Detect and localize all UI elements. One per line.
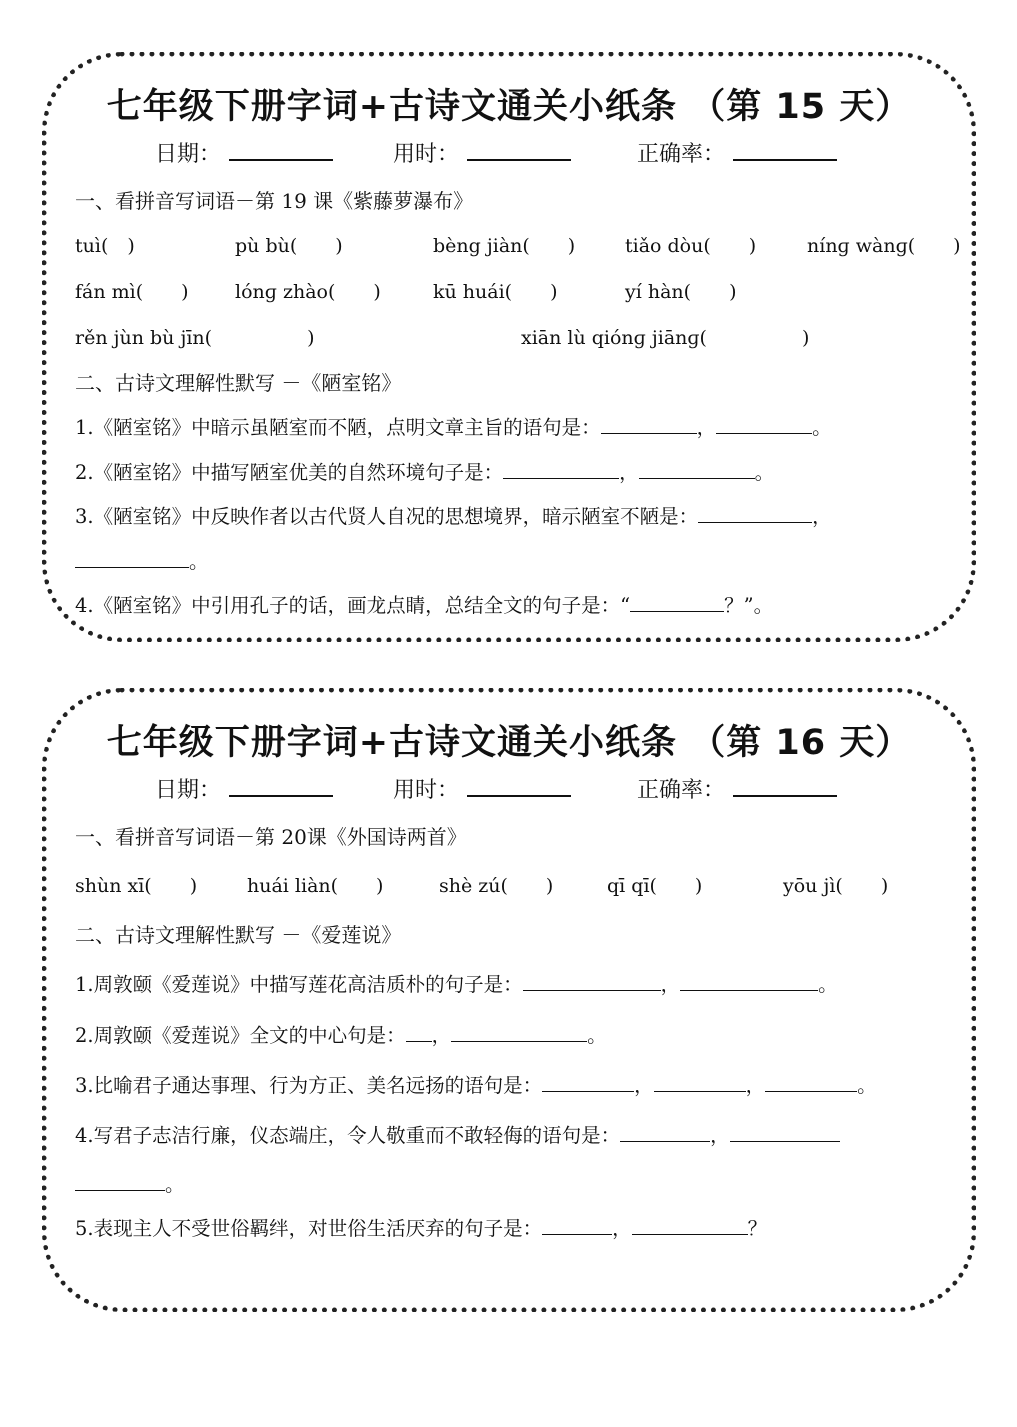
- separator: ，: [745, 1074, 766, 1097]
- question-4: [75, 590, 773, 618]
- answer-blank[interactable]: [680, 974, 818, 991]
- end-mark: 。: [165, 1173, 185, 1196]
- answer-blank[interactable]: [542, 1218, 612, 1235]
- pinyin-item[interactable]: nínɡ wànɡ( ): [807, 235, 961, 257]
- end-mark: 。: [189, 550, 209, 573]
- date-field: [155, 773, 333, 804]
- section-heading-pinyin: 一、看拼音写词语－第 19 课《紫藤萝瀑布》: [75, 189, 474, 213]
- pinyin-item[interactable]: yí hàn( ): [625, 281, 737, 303]
- question-1: [75, 412, 832, 440]
- time-label: 用时：: [393, 142, 460, 167]
- pinyin-item[interactable]: pù bù( ): [235, 235, 343, 257]
- worksheet-card-day16: [42, 688, 976, 1312]
- answer-blank[interactable]: [716, 417, 812, 434]
- card-title: 七年级下册字词+古诗文通关小纸条 （第 15 天）: [106, 87, 912, 127]
- pinyin-item[interactable]: rěn jùn bù jīn( ): [75, 327, 315, 349]
- end-mark: 。: [587, 1024, 607, 1047]
- pinyin-item[interactable]: kū huái( ): [433, 281, 558, 303]
- pinyin-item[interactable]: bèng jiàn( ): [433, 235, 576, 257]
- question-3: [75, 1070, 877, 1098]
- question-text: 4.《陋室铭》中引用孔子的话，画龙点睛，总结全文的句子是：: [75, 594, 621, 617]
- question-text: 2.周敦颐《爱莲说》全文的中心句是：: [75, 1024, 406, 1047]
- end-mark: ？”。: [724, 594, 774, 617]
- pinyin-item[interactable]: fán mì( ): [75, 281, 189, 303]
- date-blank[interactable]: [229, 777, 333, 797]
- section-heading-pinyin: 一、看拼音写词语－第 20课《外国诗两首》: [75, 825, 467, 849]
- date-label: 日期：: [155, 778, 222, 803]
- answer-blank[interactable]: [620, 1125, 710, 1142]
- time-blank[interactable]: [467, 777, 571, 797]
- pinyin-item[interactable]: lónɡ zhào( ): [235, 281, 381, 303]
- answer-blank[interactable]: [406, 1025, 432, 1042]
- question-text: 1.《陋室铭》中暗示虽陋室而不陋，点明文章主旨的语句是：: [75, 416, 601, 439]
- worksheet-card-day15: [42, 52, 976, 642]
- separator: ，: [696, 416, 717, 439]
- question-text: 1.周敦颐《爱莲说》中描写莲花高洁质朴的句子是：: [75, 973, 523, 996]
- card-title: 七年级下册字词+古诗文通关小纸条 （第 16 天）: [106, 723, 912, 763]
- separator: ，: [812, 505, 832, 528]
- answer-blank[interactable]: [765, 1075, 857, 1092]
- pinyin-item[interactable]: yōu jì( ): [783, 875, 889, 897]
- pinyin-item[interactable]: xiān lù qiónɡ jiānɡ( ): [521, 327, 810, 349]
- question-text: 4.写君子志洁行廉，仪态端庄，令人敬重而不敢轻侮的语句是：: [75, 1124, 621, 1147]
- pinyin-item[interactable]: tiǎo dòu( ): [625, 235, 757, 257]
- separator: ，: [612, 1217, 632, 1240]
- end-mark: 。: [857, 1074, 877, 1097]
- accuracy-label: 正确率：: [637, 142, 726, 167]
- time-field: [393, 137, 571, 168]
- answer-blank[interactable]: [730, 1125, 840, 1142]
- answer-blank[interactable]: [630, 595, 724, 612]
- separator: ，: [431, 1024, 452, 1047]
- question-2: [75, 1020, 607, 1048]
- question-5: [75, 1213, 767, 1241]
- answer-blank[interactable]: [523, 974, 661, 991]
- accuracy-field: [637, 137, 837, 168]
- section-heading-poem: 二、古诗文理解性默写 －《陋室铭》: [75, 371, 402, 395]
- answer-blank[interactable]: [632, 1218, 748, 1235]
- question-text: 5.表现主人不受世俗羁绊，对世俗生活厌弃的句子是：: [75, 1217, 543, 1240]
- question-3: [75, 501, 832, 529]
- end-mark: 。: [818, 973, 838, 996]
- answer-blank[interactable]: [503, 462, 619, 479]
- question-4: [75, 1120, 840, 1148]
- separator: ，: [660, 973, 681, 996]
- answer-blank[interactable]: [601, 417, 697, 434]
- accuracy-blank[interactable]: [733, 141, 837, 161]
- answer-blank[interactable]: [451, 1025, 587, 1042]
- accuracy-blank[interactable]: [733, 777, 837, 797]
- date-field: [155, 137, 333, 168]
- time-field: [393, 773, 571, 804]
- date-blank[interactable]: [229, 141, 333, 161]
- question-text: 3.《陋室铭》中反映作者以古代贤人自况的思想境界，暗示陋室不陋是：: [75, 505, 699, 528]
- answer-blank[interactable]: [698, 506, 812, 523]
- answer-blank[interactable]: [75, 1174, 165, 1191]
- pinyin-item[interactable]: qī qī( ): [607, 875, 703, 897]
- answer-blank[interactable]: [75, 551, 189, 568]
- answer-blank[interactable]: [639, 462, 755, 479]
- pinyin-item[interactable]: shùn xī( ): [75, 875, 198, 897]
- accuracy-label: 正确率：: [637, 778, 726, 803]
- date-label: 日期：: [155, 142, 222, 167]
- accuracy-field: [637, 773, 837, 804]
- question-4-continuation: [75, 1169, 185, 1197]
- separator: ，: [619, 461, 639, 484]
- question-3-continuation: [75, 546, 209, 574]
- pinyin-item[interactable]: shè zú( ): [439, 875, 554, 897]
- time-label: 用时：: [393, 778, 460, 803]
- section-heading-poem: 二、古诗文理解性默写 －《爱莲说》: [75, 923, 402, 947]
- end-mark: 。: [754, 461, 775, 484]
- separator: ，: [710, 1124, 730, 1147]
- end-mark: ？: [747, 1217, 768, 1240]
- question-1: [75, 969, 838, 997]
- question-text: 2.《陋室铭》中描写陋室优美的自然环境句子是：: [75, 461, 504, 484]
- question-text: 3.比喻君子通达事理、行为方正、美名远扬的语句是：: [75, 1074, 543, 1097]
- pinyin-item[interactable]: huái liàn( ): [247, 875, 384, 897]
- answer-blank[interactable]: [654, 1075, 746, 1092]
- pinyin-item[interactable]: tuì( ): [75, 235, 135, 257]
- time-blank[interactable]: [467, 141, 571, 161]
- question-2: [75, 457, 774, 485]
- answer-blank[interactable]: [542, 1075, 634, 1092]
- end-mark: 。: [812, 416, 832, 439]
- separator: ，: [634, 1074, 654, 1097]
- open-quote: “: [620, 594, 631, 617]
